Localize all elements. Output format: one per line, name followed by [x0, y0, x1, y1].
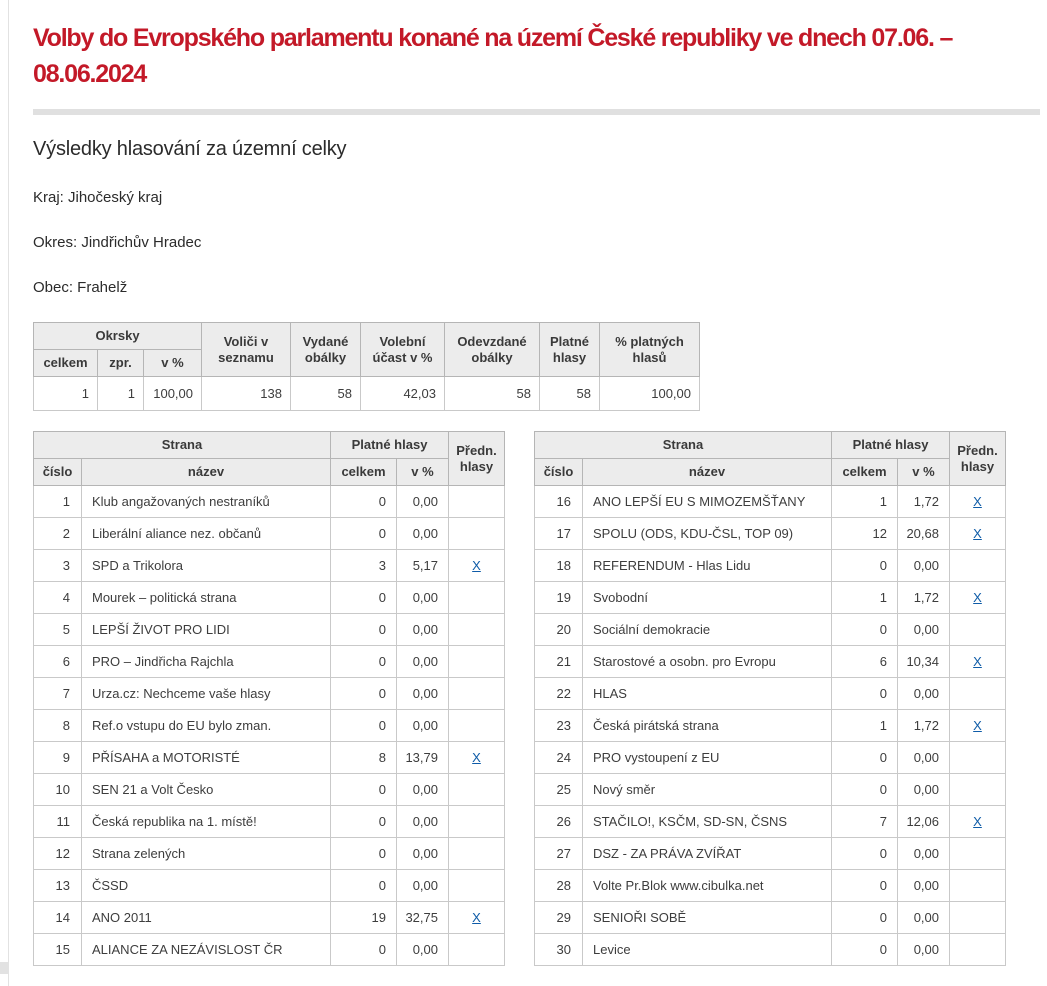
party-pref-cell — [449, 614, 505, 646]
party-pref-cell — [449, 486, 505, 518]
party-name: Česká pirátská strana — [583, 710, 832, 742]
party-percent: 32,75 — [397, 902, 449, 934]
party-header-row-1 — [34, 432, 505, 459]
party-name: Strana zelených — [82, 838, 331, 870]
party-percent: 0,00 — [397, 806, 449, 838]
summary-column-header: Volební účast v % — [361, 323, 445, 377]
party-name: ALIANCE ZA NEZÁVISLOST ČR — [82, 934, 331, 966]
platne-hlasy-group-header: Platné hlasy — [832, 432, 950, 459]
party-pref-cell — [950, 774, 1006, 806]
party-name: SENIOŘI SOBĚ — [583, 902, 832, 934]
party-votes: 1 — [832, 710, 898, 742]
party-votes: 0 — [832, 742, 898, 774]
party-name: LEPŠÍ ŽIVOT PRO LIDI — [82, 614, 331, 646]
okres-line: Okres: Jindřichův Hradec — [33, 234, 202, 251]
party-percent: 0,00 — [898, 902, 950, 934]
preferential-votes-link[interactable]: X — [472, 558, 481, 573]
party-number: 20 — [535, 614, 583, 646]
summary-value-cell: 58 — [540, 377, 600, 411]
summary-value-cell: 1 — [98, 377, 144, 411]
table-row — [535, 678, 1006, 710]
party-name: SPOLU (ODS, KDU-ČSL, TOP 09) — [583, 518, 832, 550]
page-container — [8, 0, 1047, 986]
preferential-votes-link[interactable]: X — [973, 526, 982, 541]
party-number: 27 — [535, 838, 583, 870]
party-votes: 6 — [832, 646, 898, 678]
table-row — [535, 870, 1006, 902]
summary-value-cell: 58 — [291, 377, 361, 411]
party-votes: 0 — [832, 838, 898, 870]
party-pref-cell — [449, 742, 505, 774]
summary-value-cell: 58 — [445, 377, 540, 411]
party-pref-cell — [950, 870, 1006, 902]
table-row — [34, 550, 505, 582]
section-title: Výsledky hlasování za územní celky — [33, 138, 347, 160]
party-votes: 0 — [331, 870, 397, 902]
party-number: 11 — [34, 806, 82, 838]
party-name: Starostové a osobn. pro Evropu — [583, 646, 832, 678]
party-name: Svobodní — [583, 582, 832, 614]
party-pref-cell — [449, 582, 505, 614]
preferential-votes-link[interactable]: X — [973, 654, 982, 669]
party-votes: 0 — [331, 774, 397, 806]
summary-column-header: Odevzdané obálky — [445, 323, 540, 377]
party-percent: 12,06 — [898, 806, 950, 838]
strana-group-header: Strana — [34, 432, 331, 459]
party-pref-cell — [950, 550, 1006, 582]
party-name: SPD a Trikolora — [82, 550, 331, 582]
celkem-header: celkem — [331, 459, 397, 486]
party-votes: 0 — [331, 614, 397, 646]
party-percent: 0,00 — [898, 678, 950, 710]
party-percent: 0,00 — [397, 934, 449, 966]
table-row — [34, 934, 505, 966]
party-percent: 0,00 — [898, 742, 950, 774]
summary-table — [33, 322, 700, 411]
party-header-row-2 — [34, 459, 505, 486]
party-votes: 0 — [832, 902, 898, 934]
party-percent: 0,00 — [898, 934, 950, 966]
party-number: 10 — [34, 774, 82, 806]
party-percent: 1,72 — [898, 582, 950, 614]
summary-value-cell: 138 — [202, 377, 291, 411]
party-pref-cell — [449, 870, 505, 902]
party-votes: 0 — [331, 934, 397, 966]
summary-value-cell: 42,03 — [361, 377, 445, 411]
party-pref-cell — [449, 902, 505, 934]
party-name: Urza.cz: Nechceme vaše hlasy — [82, 678, 331, 710]
party-number: 13 — [34, 870, 82, 902]
party-header-row-1 — [535, 432, 1006, 459]
party-header-row-2 — [535, 459, 1006, 486]
party-number: 5 — [34, 614, 82, 646]
party-number: 12 — [34, 838, 82, 870]
party-pref-cell — [449, 646, 505, 678]
table-row — [34, 742, 505, 774]
party-percent: 10,34 — [898, 646, 950, 678]
party-pref-cell — [950, 518, 1006, 550]
party-pref-cell — [950, 646, 1006, 678]
party-name: REFERENDUM - Hlas Lidu — [583, 550, 832, 582]
preferential-votes-link[interactable]: X — [472, 750, 481, 765]
page-title: Volby do Evropského parlamentu konané na území České republiky ve dnech 07.06. – 08.06.2024 — [33, 24, 953, 88]
table-row — [34, 614, 505, 646]
party-name: Mourek – politická strana — [82, 582, 331, 614]
predn-hlasy-header: Předn. hlasy — [449, 432, 505, 486]
party-votes: 19 — [331, 902, 397, 934]
party-name: Česká republika na 1. místě! — [82, 806, 331, 838]
table-row — [535, 774, 1006, 806]
party-pref-cell — [950, 614, 1006, 646]
platne-hlasy-group-header: Platné hlasy — [331, 432, 449, 459]
table-row — [535, 934, 1006, 966]
party-name: DSZ - ZA PRÁVA ZVÍŘAT — [583, 838, 832, 870]
table-row — [34, 518, 505, 550]
party-name: STAČILO!, KSČM, SD-SN, ČSNS — [583, 806, 832, 838]
party-number: 4 — [34, 582, 82, 614]
party-votes: 1 — [832, 582, 898, 614]
party-percent: 0,00 — [397, 614, 449, 646]
party-number: 6 — [34, 646, 82, 678]
obec-line: Obec: Frahelž — [33, 279, 128, 296]
party-pref-cell — [449, 678, 505, 710]
party-votes: 8 — [331, 742, 397, 774]
party-number: 21 — [535, 646, 583, 678]
party-number: 26 — [535, 806, 583, 838]
preferential-votes-link[interactable]: X — [973, 494, 982, 509]
party-votes: 7 — [832, 806, 898, 838]
party-percent: 0,00 — [898, 614, 950, 646]
party-votes: 0 — [331, 806, 397, 838]
party-number: 7 — [34, 678, 82, 710]
party-name: Liberální aliance nez. občanů — [82, 518, 331, 550]
okrsky-sub-header: zpr. — [98, 350, 144, 377]
party-percent: 0,00 — [397, 710, 449, 742]
party-number: 28 — [535, 870, 583, 902]
party-number: 22 — [535, 678, 583, 710]
table-row — [34, 774, 505, 806]
table-row — [34, 806, 505, 838]
party-votes: 0 — [832, 870, 898, 902]
party-votes: 0 — [331, 518, 397, 550]
party-number: 2 — [34, 518, 82, 550]
table-row — [34, 678, 505, 710]
party-number: 29 — [535, 902, 583, 934]
summary-column-header: Platné hlasy — [540, 323, 600, 377]
kraj-line: Kraj: Jihočeský kraj — [33, 189, 163, 206]
party-name: Sociální demokracie — [583, 614, 832, 646]
table-row — [34, 870, 505, 902]
party-percent: 1,72 — [898, 486, 950, 518]
celkem-header: celkem — [832, 459, 898, 486]
party-percent: 13,79 — [397, 742, 449, 774]
summary-value-cell: 100,00 — [600, 377, 700, 411]
okrsky-group-header: Okrsky — [34, 323, 202, 350]
party-pref-cell — [449, 710, 505, 742]
party-percent: 0,00 — [397, 486, 449, 518]
table-row — [34, 486, 505, 518]
party-pref-cell — [950, 806, 1006, 838]
table-row — [34, 710, 505, 742]
party-votes: 0 — [331, 710, 397, 742]
party-pref-cell — [950, 710, 1006, 742]
page-edge-corner — [0, 962, 8, 974]
cislo-header: číslo — [535, 459, 583, 486]
party-name: ČSSD — [82, 870, 331, 902]
party-number: 24 — [535, 742, 583, 774]
table-row — [535, 550, 1006, 582]
summary-value-cell: 100,00 — [144, 377, 202, 411]
party-number: 23 — [535, 710, 583, 742]
okrsky-sub-header: celkem — [34, 350, 98, 377]
cislo-header: číslo — [34, 459, 82, 486]
party-name: PRO vystoupení z EU — [583, 742, 832, 774]
party-votes: 0 — [832, 614, 898, 646]
table-row — [34, 582, 505, 614]
party-name: HLAS — [583, 678, 832, 710]
table-row — [34, 838, 505, 870]
party-tables-wrapper — [33, 431, 1039, 966]
party-number: 16 — [535, 486, 583, 518]
party-pref-cell — [950, 678, 1006, 710]
party-number: 3 — [34, 550, 82, 582]
party-percent: 0,00 — [397, 582, 449, 614]
party-percent: 0,00 — [397, 518, 449, 550]
table-row — [535, 838, 1006, 870]
v-pct-header: v % — [898, 459, 950, 486]
summary-column-header: Vydané obálky — [291, 323, 361, 377]
party-pref-cell — [950, 582, 1006, 614]
nazev-header: název — [583, 459, 832, 486]
party-percent: 5,17 — [397, 550, 449, 582]
party-pref-cell — [449, 838, 505, 870]
party-percent: 0,00 — [397, 838, 449, 870]
party-number: 14 — [34, 902, 82, 934]
summary-column-header: % platných hlasů — [600, 323, 700, 377]
party-percent: 0,00 — [397, 774, 449, 806]
party-percent: 0,00 — [397, 678, 449, 710]
party-number: 17 — [535, 518, 583, 550]
party-votes: 0 — [832, 774, 898, 806]
party-percent: 0,00 — [898, 838, 950, 870]
party-votes: 0 — [331, 582, 397, 614]
party-pref-cell — [950, 742, 1006, 774]
party-name: Klub angažovaných nestraníků — [82, 486, 331, 518]
party-name: Nový směr — [583, 774, 832, 806]
party-percent: 0,00 — [898, 550, 950, 582]
party-pref-cell — [950, 934, 1006, 966]
table-row — [535, 614, 1006, 646]
v-pct-header: v % — [397, 459, 449, 486]
party-votes: 1 — [832, 486, 898, 518]
party-name: Levice — [583, 934, 832, 966]
party-name: PŘÍSAHA a MOTORISTÉ — [82, 742, 331, 774]
party-votes: 0 — [331, 646, 397, 678]
party-percent: 20,68 — [898, 518, 950, 550]
party-pref-cell — [449, 934, 505, 966]
table-row — [535, 902, 1006, 934]
summary-data-row — [34, 377, 700, 411]
party-votes: 0 — [832, 678, 898, 710]
party-name: ANO 2011 — [82, 902, 331, 934]
party-pref-cell — [950, 486, 1006, 518]
preferential-votes-link[interactable]: X — [973, 718, 982, 733]
party-pref-cell — [449, 518, 505, 550]
okrsky-sub-header: v % — [144, 350, 202, 377]
party-pref-cell — [449, 806, 505, 838]
party-votes: 0 — [331, 678, 397, 710]
party-percent: 0,00 — [898, 774, 950, 806]
table-row — [34, 902, 505, 934]
party-number: 9 — [34, 742, 82, 774]
party-number: 15 — [34, 934, 82, 966]
summary-value-cell: 1 — [34, 377, 98, 411]
party-name: Volte Pr.Blok www.cibulka.net — [583, 870, 832, 902]
table-row — [34, 646, 505, 678]
preferential-votes-link[interactable]: X — [973, 590, 982, 605]
party-votes: 0 — [832, 550, 898, 582]
table-row — [535, 710, 1006, 742]
party-votes: 3 — [331, 550, 397, 582]
table-row — [535, 486, 1006, 518]
party-percent: 1,72 — [898, 710, 950, 742]
preferential-votes-link[interactable]: X — [472, 910, 481, 925]
party-pref-cell — [950, 902, 1006, 934]
party-percent: 0,00 — [898, 870, 950, 902]
party-number: 30 — [535, 934, 583, 966]
party-name: SEN 21 a Volt Česko — [82, 774, 331, 806]
party-name: ANO LEPŠÍ EU S MIMOZEMŠŤANY — [583, 486, 832, 518]
table-row — [535, 518, 1006, 550]
party-votes: 0 — [331, 486, 397, 518]
party-votes: 0 — [832, 934, 898, 966]
party-number: 1 — [34, 486, 82, 518]
summary-column-header: Voliči v seznamu — [202, 323, 291, 377]
summary-header-row-1 — [34, 323, 700, 350]
party-number: 18 — [535, 550, 583, 582]
table-row — [535, 646, 1006, 678]
party-percent: 0,00 — [397, 870, 449, 902]
party-number: 8 — [34, 710, 82, 742]
party-number: 19 — [535, 582, 583, 614]
party-number: 25 — [535, 774, 583, 806]
predn-hlasy-header: Předn. hlasy — [950, 432, 1006, 486]
party-percent: 0,00 — [397, 646, 449, 678]
horizontal-divider — [33, 109, 1040, 115]
party-votes: 12 — [832, 518, 898, 550]
strana-group-header: Strana — [535, 432, 832, 459]
party-table-left — [33, 431, 505, 966]
table-row — [535, 582, 1006, 614]
preferential-votes-link[interactable]: X — [973, 814, 982, 829]
party-name: PRO – Jindřicha Rajchla — [82, 646, 331, 678]
party-votes: 0 — [331, 838, 397, 870]
table-row — [535, 742, 1006, 774]
table-row — [535, 806, 1006, 838]
party-pref-cell — [449, 550, 505, 582]
party-table-right — [534, 431, 1006, 966]
party-name: Ref.o vstupu do EU bylo zman. — [82, 710, 331, 742]
party-pref-cell — [950, 838, 1006, 870]
party-pref-cell — [449, 774, 505, 806]
nazev-header: název — [82, 459, 331, 486]
